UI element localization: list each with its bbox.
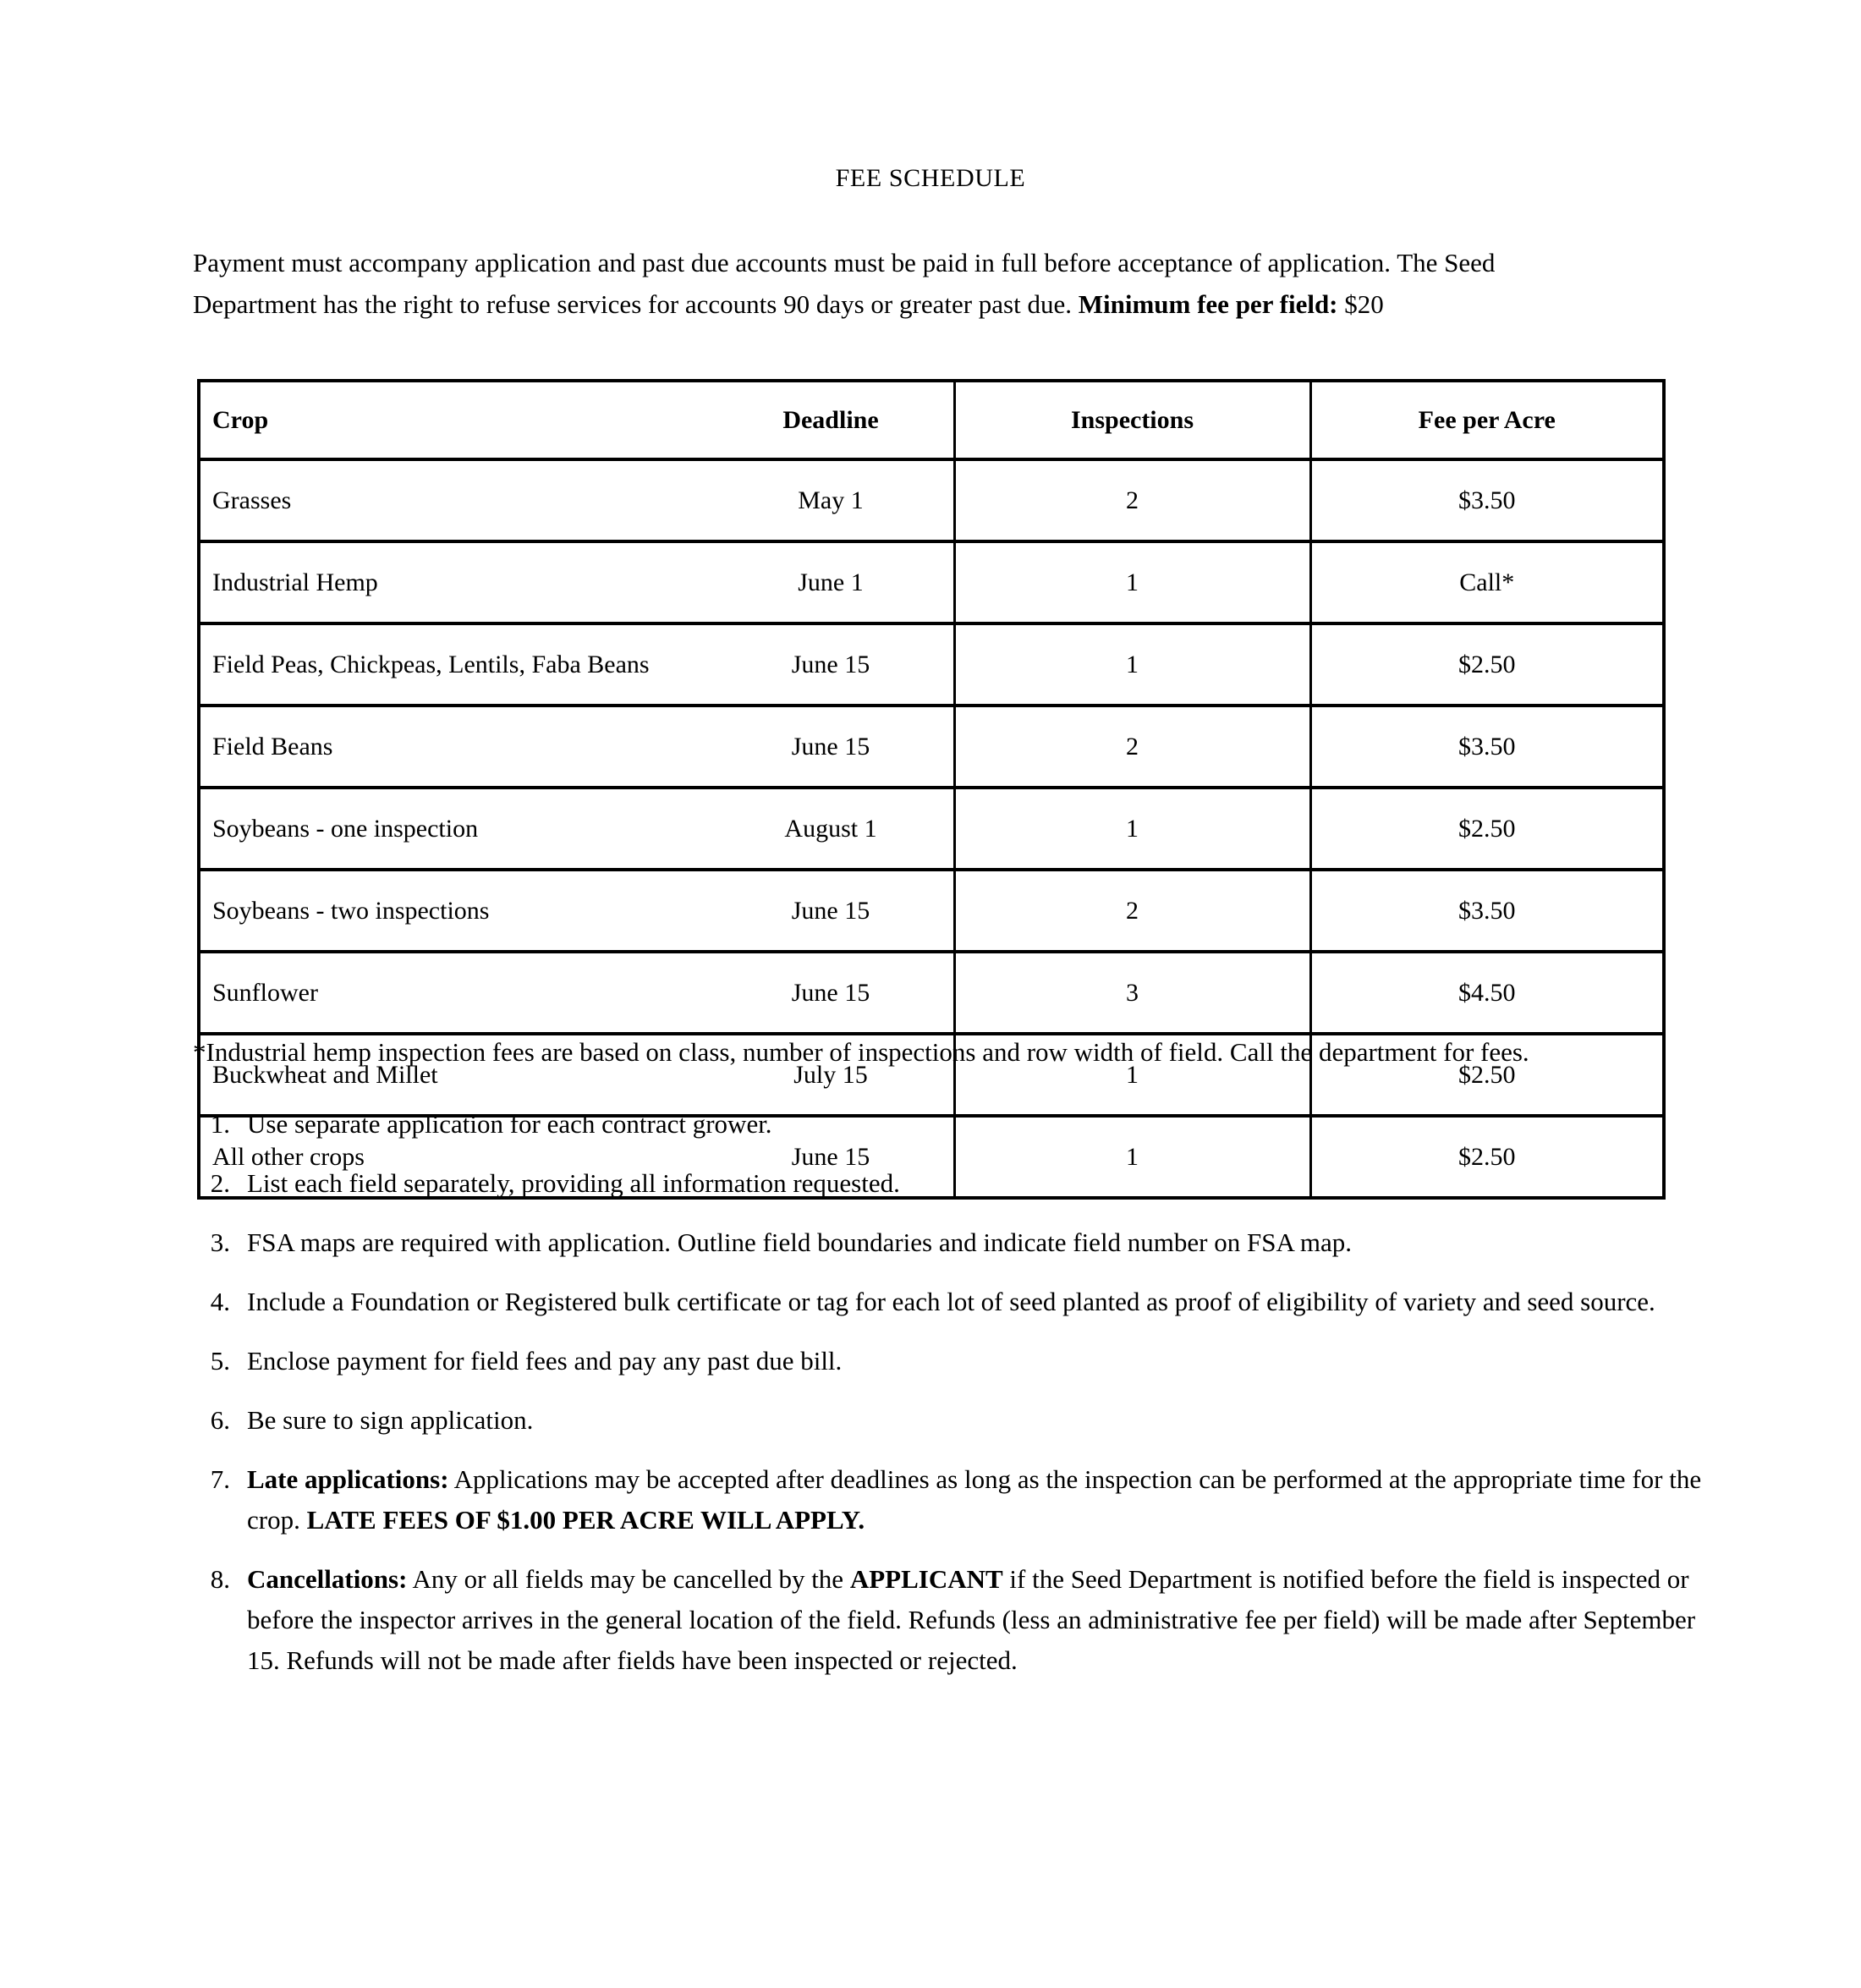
cell-deadline: June 1: [798, 568, 864, 596]
cell-crop: Soybeans - two inspections: [212, 896, 490, 925]
list-item-bold-lead: Late applications:: [247, 1464, 449, 1494]
table-row: [199, 870, 1664, 952]
list-item-text: Any or all fields may be cancelled by the: [407, 1564, 850, 1594]
cell-crop: Buckwheat and Millet: [212, 1060, 438, 1089]
list-item-body: [247, 1104, 1716, 1145]
list-item-body: [247, 1459, 1716, 1540]
cell-fee-per-acre: [1310, 952, 1664, 1034]
cell-crop-deadline: [199, 788, 954, 870]
cell-inspections: [954, 952, 1310, 1034]
cell-crop-deadline: [199, 541, 954, 623]
cell-crop: Sunflower: [212, 978, 318, 1007]
intro-paragraph: [193, 242, 1622, 325]
list-item: [193, 1400, 1716, 1441]
table-row: [199, 952, 1664, 1034]
list-item-body: [247, 1341, 1716, 1381]
cell-crop-deadline: [199, 952, 954, 1034]
list-item: [193, 1104, 1716, 1145]
cell-inspections-value: 1: [1126, 568, 1139, 596]
cell-fee-per-acre: [1310, 459, 1664, 541]
cell-deadline: June 15: [791, 732, 870, 761]
cell-fee-per-acre: [1310, 870, 1664, 952]
cell-fee-value: $2.50: [1458, 650, 1516, 678]
cell-fee-per-acre: [1310, 706, 1664, 788]
list-item: [193, 1341, 1716, 1381]
table-row: [199, 788, 1664, 870]
cell-deadline: June 15: [791, 896, 870, 925]
cell-inspections-value: 1: [1126, 814, 1139, 843]
list-item-number: 4.: [210, 1287, 230, 1316]
cell-crop: All other crops: [212, 1142, 365, 1171]
cell-crop: Field Beans: [212, 732, 333, 761]
list-item-number: 7.: [210, 1464, 230, 1494]
list-item-text: Be sure to sign application.: [247, 1405, 534, 1435]
page-title: FEE SCHEDULE: [835, 164, 1026, 192]
list-item-number: 8.: [210, 1564, 230, 1594]
table-row: [199, 706, 1664, 788]
cell-fee-value: $3.50: [1458, 896, 1516, 925]
cell-deadline: June 15: [791, 650, 870, 678]
cell-fee-per-acre: [1310, 788, 1664, 870]
column-header-deadline: Deadline: [782, 405, 879, 434]
list-item-number: 6.: [210, 1405, 230, 1435]
cell-inspections: [954, 541, 1310, 623]
column-header-crop: Crop: [212, 405, 269, 434]
cell-inspections-value: 2: [1126, 896, 1139, 925]
cell-crop: Industrial Hemp: [212, 568, 378, 596]
cell-fee-per-acre: [1310, 623, 1664, 706]
list-item-bold-tail: LATE FEES OF $1.00 PER ACRE WILL APPLY.: [306, 1505, 865, 1535]
list-item: [193, 1163, 1716, 1204]
list-item-text: Include a Foundation or Registered bulk certificate or tag for each lot of seed planted as proof of eligibility of variety and seed source.: [247, 1287, 1655, 1316]
cell-fee-value: $4.50: [1458, 978, 1516, 1007]
table-row: [199, 541, 1664, 623]
list-item-body: [247, 1163, 1716, 1204]
header-fee-per-acre: [1310, 381, 1664, 459]
cell-crop-deadline: [199, 623, 954, 706]
cell-fee-value: $3.50: [1458, 732, 1516, 761]
cell-fee-value: Call*: [1459, 568, 1515, 596]
cell-inspections-value: 1: [1126, 1060, 1139, 1089]
list-item: [193, 1282, 1716, 1322]
list-item-bold-tail: APPLICANT: [849, 1564, 1003, 1594]
cell-deadline: June 15: [791, 1142, 870, 1171]
cell-crop: Grasses: [212, 486, 292, 514]
cell-crop: Field Peas, Chickpeas, Lentils, Faba Beans: [212, 650, 650, 678]
list-item-text: List each field separately, providing all information requested.: [247, 1168, 900, 1198]
header-inspections: [954, 381, 1310, 459]
cell-fee-value: $2.50: [1458, 1060, 1516, 1089]
cell-inspections: [954, 788, 1310, 870]
list-item-text: Use separate application for each contract grower.: [247, 1109, 772, 1139]
industrial-hemp-footnote: *Industrial hemp inspection fees are based on class, number of inspections and row width of field. Call the department for fees.: [193, 1037, 1529, 1067]
list-item-body: [247, 1559, 1716, 1681]
list-item-text-tail: if the Seed Department is notified before the field is inspected or before the inspector arrives in the general location of the field. Refunds (less an administrative fee per field) will be made after September 15. Refunds will not be made after fields have been inspected or rejected.: [247, 1564, 1696, 1675]
minimum-fee-label: Minimum fee per field:: [1078, 289, 1338, 319]
list-item-number: 2.: [210, 1168, 230, 1198]
cell-inspections: [954, 706, 1310, 788]
list-item: [193, 1459, 1716, 1540]
cell-inspections: [954, 459, 1310, 541]
list-item-number: 1.: [210, 1109, 230, 1139]
header-crop-deadline: [199, 381, 954, 459]
list-item-body: [247, 1400, 1716, 1441]
fee-table-head: [199, 381, 1664, 459]
cell-inspections: [954, 623, 1310, 706]
list-item-number: 3.: [210, 1227, 230, 1257]
minimum-fee-value: $20: [1337, 289, 1384, 319]
list-item-body: [247, 1222, 1716, 1263]
cell-inspections-value: 1: [1126, 650, 1139, 678]
intro-text-before: Payment must accompany application and past due accounts must be paid in full before acceptance of application. The Seed Department has the right to refuse services for accounts 90 days or greater past due.: [193, 248, 1496, 319]
cell-crop-deadline: [199, 459, 954, 541]
cell-inspections: [954, 870, 1310, 952]
table-row: [199, 623, 1664, 706]
cell-deadline: June 15: [791, 978, 870, 1007]
cell-inspections-value: 3: [1126, 978, 1139, 1007]
cell-fee-value: $3.50: [1458, 486, 1516, 514]
cell-fee-per-acre: [1310, 541, 1664, 623]
table-row: [199, 459, 1664, 541]
cell-deadline: July 15: [793, 1060, 868, 1089]
list-item: [193, 1559, 1716, 1681]
list-item-number: 5.: [210, 1346, 230, 1376]
cell-crop-deadline: [199, 706, 954, 788]
list-item-body: [247, 1282, 1716, 1322]
cell-deadline: August 1: [784, 814, 877, 843]
list-item-bold-lead: Cancellations:: [247, 1564, 408, 1594]
instructions-list: [193, 1104, 1716, 1700]
cell-inspections-value: 2: [1126, 486, 1139, 514]
fee-table-body: [199, 459, 1664, 1198]
cell-crop-deadline: [199, 870, 954, 952]
column-header-inspections-label: Inspections: [1070, 405, 1194, 434]
fee-table-container: [197, 379, 1662, 1200]
table-header-row: [199, 381, 1664, 459]
list-item-text: Enclose payment for field fees and pay any past due bill.: [247, 1346, 843, 1376]
list-item-text: Applications may be accepted after deadlines as long as the inspection can be performed at the appropriate time for the crop.: [247, 1464, 1702, 1535]
cell-fee-value: $2.50: [1458, 1142, 1516, 1171]
cell-crop: Soybeans - one inspection: [212, 814, 479, 843]
list-item-text: FSA maps are required with application. Outline field boundaries and indicate field number on FSA map.: [247, 1227, 1353, 1257]
cell-inspections-value: 1: [1126, 1142, 1139, 1171]
list-item: [193, 1222, 1716, 1263]
cell-fee-value: $2.50: [1458, 814, 1516, 843]
fee-table: [197, 379, 1666, 1200]
cell-inspections-value: 2: [1126, 732, 1139, 761]
column-header-fee-label: Fee per Acre: [1418, 405, 1556, 434]
cell-deadline: May 1: [798, 486, 864, 514]
